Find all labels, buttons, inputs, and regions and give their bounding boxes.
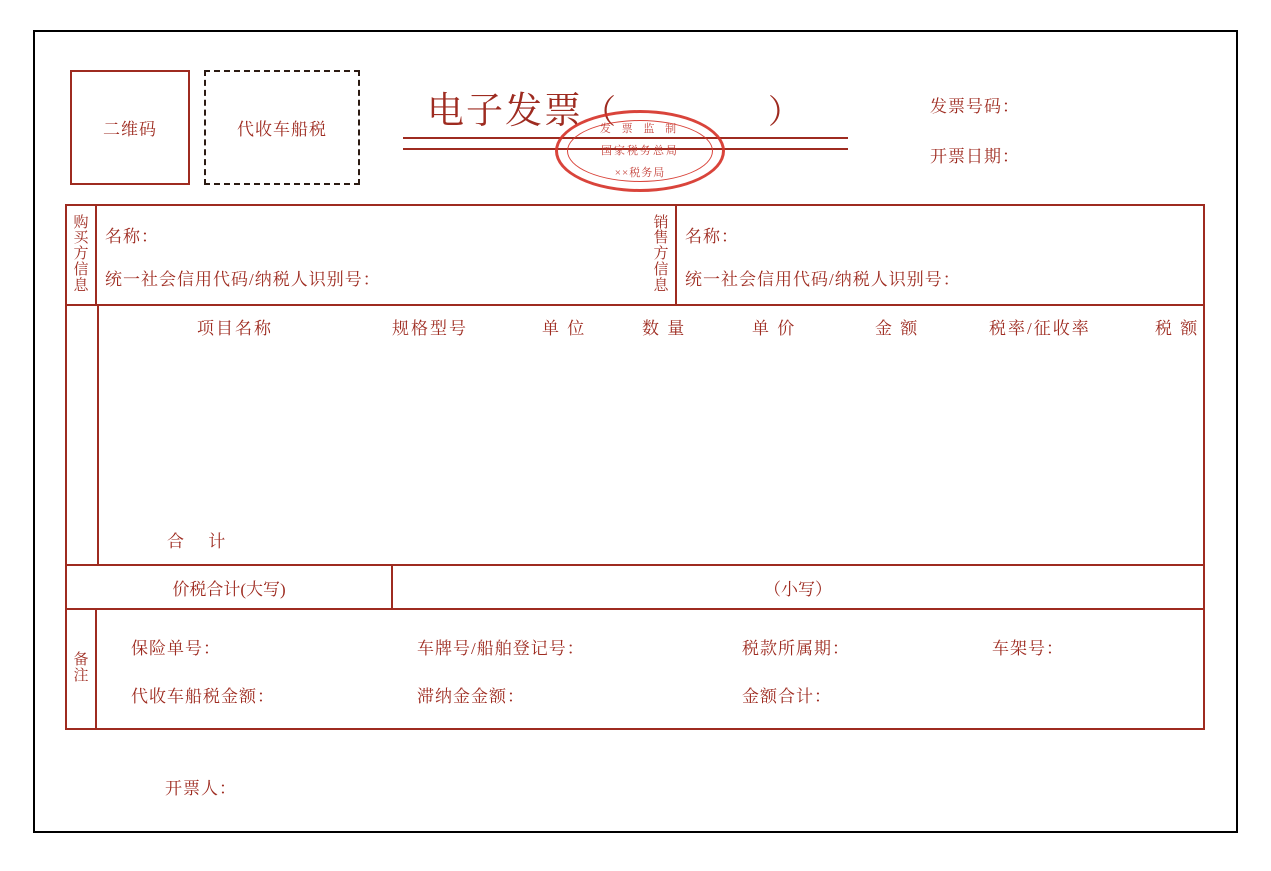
- qr-code-box[interactable]: [70, 70, 190, 185]
- total-in-digits-label: （小写）: [764, 579, 832, 599]
- buyer-vertical-label-text: 购买方信息: [73, 214, 89, 294]
- remark-collected-tax-label: 代收车船税金额：: [131, 687, 275, 706]
- remark-insurance-number-label: 保险单号：: [131, 639, 221, 658]
- remark-plate-number-label: 车牌号/船舶登记号：: [417, 639, 585, 658]
- column-header-tax-rate: 税率/征收率: [989, 319, 1091, 338]
- seal-bottom-text: ××税务局: [614, 167, 666, 179]
- item-area-left-divider: [97, 306, 99, 564]
- seller-vertical-label: [647, 206, 677, 304]
- invoice-date-label: 开票日期：: [930, 147, 1020, 166]
- column-header-tax-amount: 税 额: [1155, 319, 1200, 338]
- page-title-text: 电子发票: [427, 91, 583, 132]
- seller-fields: [677, 206, 1203, 304]
- total-in-words-label: 价税合计(大写): [67, 566, 393, 608]
- column-header-unit: 单 位: [542, 319, 587, 338]
- buyer-fields: [97, 206, 647, 304]
- remark-late-fee-label: 滞纳金金额：: [417, 687, 525, 706]
- party-row: [67, 206, 1203, 306]
- item-lines-area: [67, 306, 1203, 566]
- seal-middle-text: 国家税务总局: [601, 145, 679, 157]
- tax-authority-seal: [555, 110, 725, 192]
- seller-name-label: 名称：: [685, 227, 739, 246]
- column-header-amount: 金 额: [875, 319, 920, 338]
- invoice-drawer-label: 开票人：: [165, 779, 237, 798]
- remark-tax-period-label: 税款所属期：: [742, 639, 850, 658]
- vehicle-vessel-tax-label: 代收车船税: [237, 120, 327, 139]
- buyer-name-label: 名称：: [105, 227, 159, 246]
- total-row: [67, 566, 1203, 610]
- remark-vin-label: 车架号：: [992, 639, 1064, 658]
- title-paren-open: （: [583, 95, 618, 131]
- column-header-item-name: 项目名称: [197, 319, 273, 338]
- remark-vertical-label: [67, 610, 97, 728]
- remark-fields: [97, 610, 1203, 728]
- column-header-quantity: 数 量: [642, 319, 687, 338]
- invoice-sheet: [33, 30, 1238, 833]
- title-paren-close: ）: [768, 95, 803, 131]
- remark-row: [67, 610, 1203, 728]
- qr-code-label: 二维码: [103, 120, 157, 139]
- seller-vertical-label-text: 销售方信息: [653, 214, 669, 294]
- remark-total-amount-label: 金额合计：: [742, 687, 832, 706]
- items-summary-label: 合 计: [167, 532, 236, 551]
- buyer-tax-id-label: 统一社会信用代码/纳税人识别号：: [105, 270, 381, 289]
- vehicle-vessel-tax-box[interactable]: [204, 70, 360, 185]
- column-header-spec: 规格型号: [392, 319, 468, 338]
- seal-top-text: 发 票 监 制: [599, 123, 681, 135]
- seller-tax-id-label: 统一社会信用代码/纳税人识别号：: [685, 270, 961, 289]
- column-header-unit-price: 单 价: [752, 319, 797, 338]
- buyer-vertical-label: [67, 206, 97, 304]
- invoice-number-label: 发票号码：: [930, 97, 1020, 116]
- remark-vertical-label-text: 备注: [73, 652, 89, 684]
- invoice-table: [65, 204, 1205, 730]
